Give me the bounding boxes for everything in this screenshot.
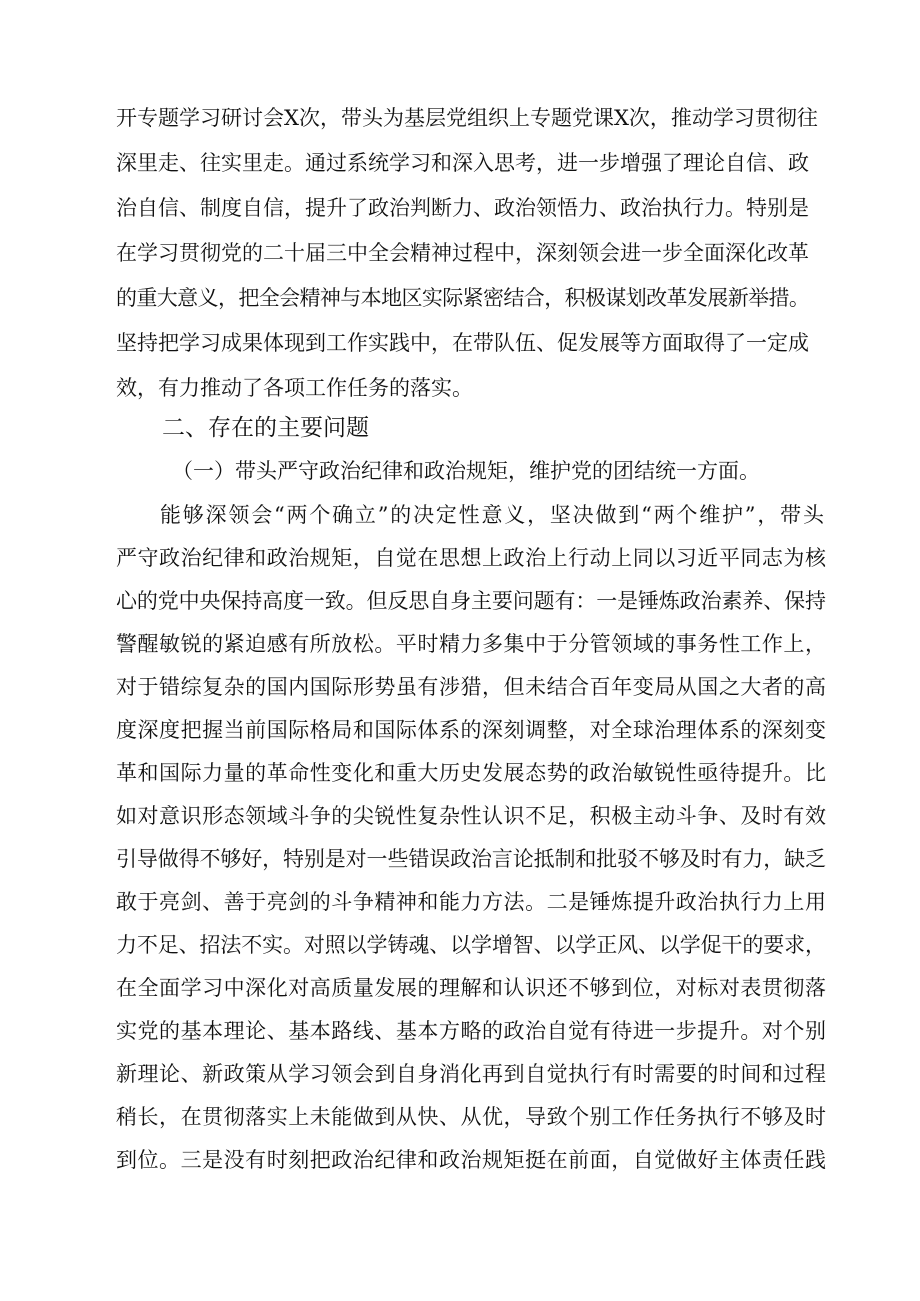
body-line: 如对意识形态领域斗争的尖锐性复杂性认识不足，积极主动斗争、及时有效	[116, 804, 827, 828]
body-line: 心的党中央保持高度一致。但反思自身主要问题有：一是锤炼政治素养、保持	[116, 589, 826, 613]
body-line: 革和国际力量的革命性变化和重大历史发展态势的政治敏锐性亟待提升。比	[116, 761, 827, 785]
body-line: 效，有力推动了各项工作任务的落实。	[116, 376, 473, 400]
body-line: 实党的基本理论、基本路线、基本方略的政治自觉有待进一步提升。对个别	[116, 1019, 827, 1043]
body-line: 开专题学习研讨会X次，带头为基层党组织上专题党课X次，推动学习贯彻往	[116, 106, 818, 130]
section-heading: 二、存在的主要问题	[162, 415, 369, 441]
body-line: 能够深领会“两个确立”的决定性意义，坚决做到“两个维护”，带头	[160, 503, 826, 527]
body-line: 深里走、往实里走。通过系统学习和深入思考，进一步增强了理论自信、政	[116, 151, 809, 175]
body-line: 治自信、制度自信，提升了政治判断力、政治领悟力、政治执行力。特别是	[116, 196, 809, 220]
body-line: 对于错综复杂的国内国际形势虽有涉猎，但未结合百年变局从国之大者的高	[116, 675, 827, 699]
subsection-heading: （一）带头严守政治纪律和政治规矩，维护党的团结统一方面。	[172, 459, 760, 483]
body-line: 在全面学习中深化对高质量发展的理解和认识还不够到位，对标对表贯彻落	[116, 976, 827, 1000]
body-line: 新理论、新政策从学习领会到自身消化再到自觉执行有时需要的时间和过程	[116, 1062, 827, 1086]
body-line: 力不足、招法不实。对照以学铸魂、以学增智、以学正风、以学促干的要求，	[116, 933, 826, 957]
body-line: 到位。三是没有时刻把政治纪律和政治规矩挺在前面，自觉做好主体责任践	[116, 1148, 827, 1172]
body-line: 稍长，在贯彻落实上未能做到从快、从优，导致个别工作任务执行不够及时	[116, 1105, 827, 1129]
body-line: 度深度把握当前国际格局和国际体系的深刻调整，对全球治理体系的深刻变	[116, 718, 827, 742]
body-line: 引导做得不够好，特别是对一些错误政治言论抵制和批驳不够及时有力，缺乏	[116, 847, 826, 871]
body-line: 坚持把学习成果体现到工作实践中，在带队伍、促发展等方面取得了一定成	[116, 331, 809, 355]
body-line: 敢于亮剑、善于亮剑的斗争精神和能力方法。二是锤炼提升政治执行力上用	[116, 890, 827, 914]
body-line: 严守政治纪律和政治规矩，自觉在思想上政治上行动上同以习近平同志为核	[116, 546, 827, 570]
body-line: 的重大意义，把全会精神与本地区实际紧密结合，积极谋划改革发展新举措。	[116, 286, 810, 310]
body-line: 警醒敏锐的紧迫感有所放松。平时精力多集中于分管领域的事务性工作上，	[116, 632, 827, 656]
body-line: 在学习贯彻党的二十届三中全会精神过程中，深刻领会进一步全面深化改革	[116, 241, 809, 265]
